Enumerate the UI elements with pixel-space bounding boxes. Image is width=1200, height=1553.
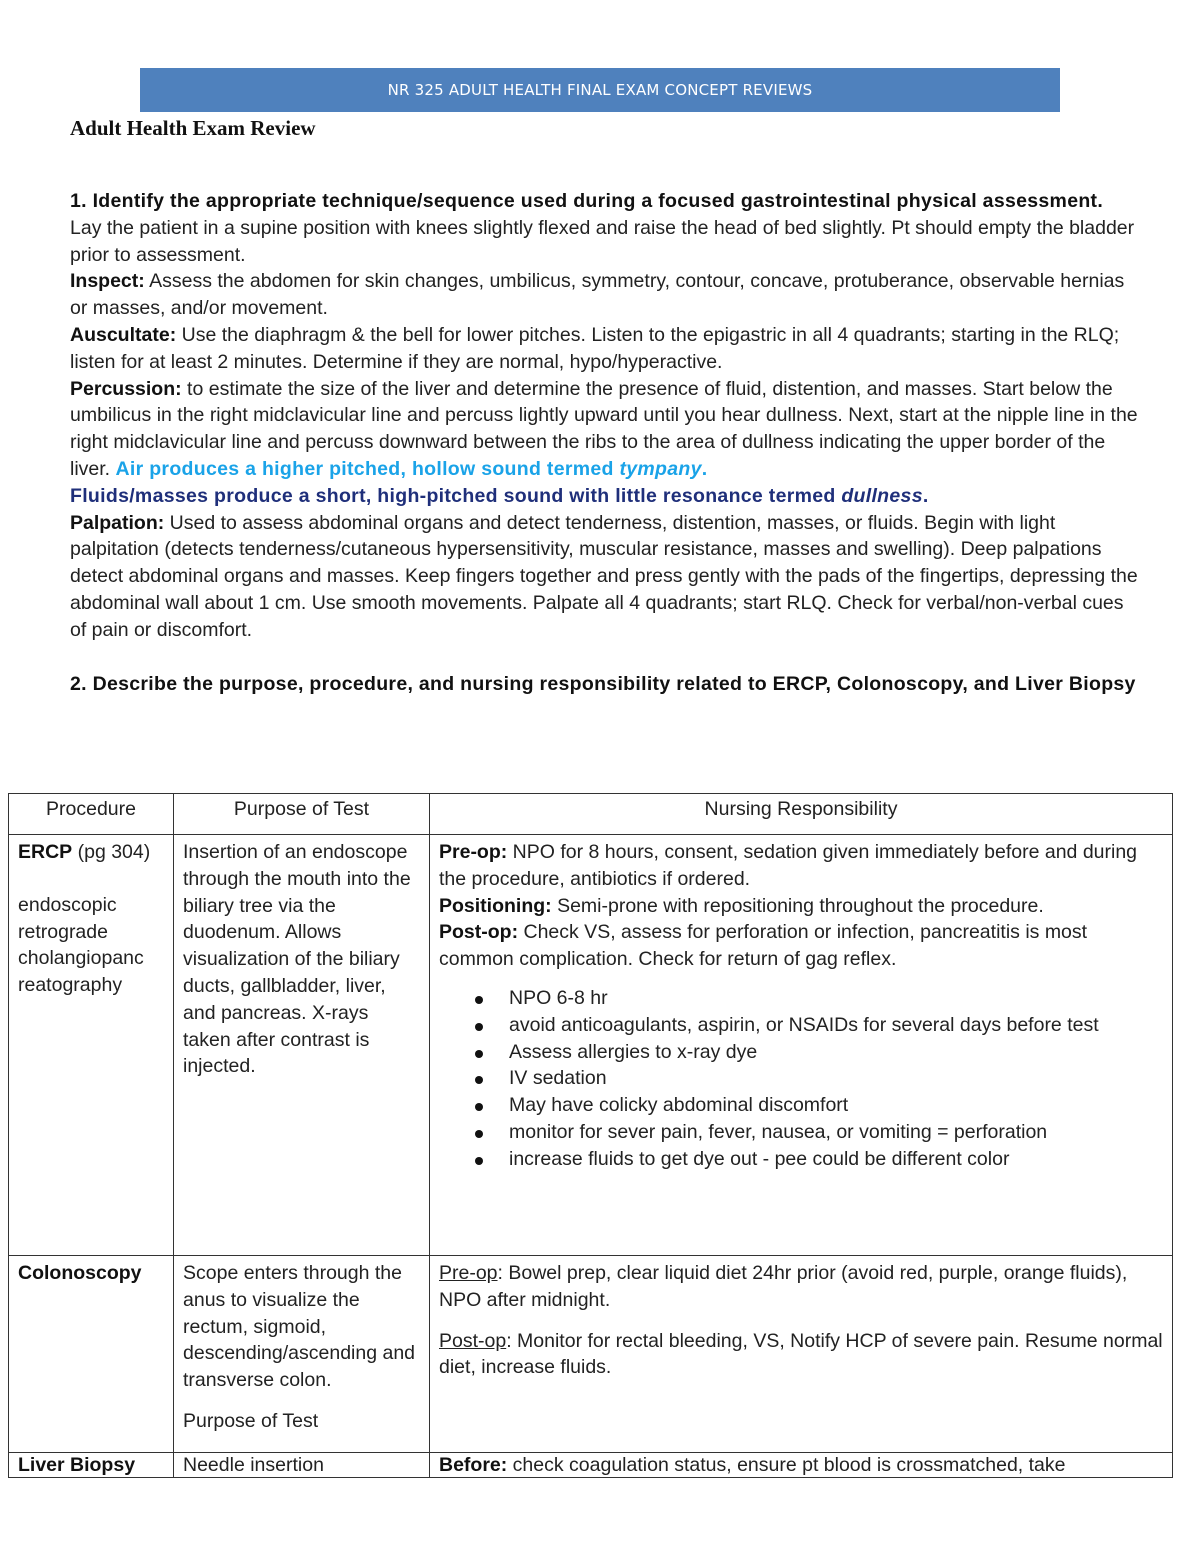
- colonoscopy-name: Colonoscopy: [18, 1262, 142, 1284]
- colonoscopy-postop-label: Post-op: [439, 1329, 507, 1352]
- liver-nursing-cell: [430, 1453, 1173, 1478]
- percussion-text: to estimate the size of the liver and determine the presence of fluid, distention, and masses. Start below the umbilicus in the right midclavicular line and percuss lightly upward until you hear dullness. Next, start at the nipple line in the right midclavicular line and percuss downward between the ribs to the area of dullness indicating the upper border of the liver.: [70, 377, 1138, 480]
- question-1-heading: 1. Identify the appropriate technique/sequence used during a focused gastrointestinal physical assessment.: [70, 190, 1104, 212]
- liver-before-text: check coagulation status, ensure pt blood is crossmatched, take: [507, 1454, 1066, 1476]
- ercp-positioning-text: Semi-prone with repositioning throughout the procedure.: [551, 894, 1044, 917]
- colonoscopy-preop-label: Pre-op: [439, 1262, 498, 1284]
- list-item: IV sedation: [509, 1065, 1164, 1092]
- liver-purpose-cell: [174, 1453, 430, 1478]
- ercp-procedure-cell: [9, 835, 174, 1256]
- auscultate-paragraph: [70, 322, 1140, 376]
- palpation-label: Palpation:: [70, 511, 165, 534]
- palpation-paragraph: [70, 510, 1140, 644]
- colonoscopy-purpose-cell: [174, 1256, 430, 1453]
- ercp-positioning-label: Positioning:: [439, 894, 552, 917]
- dullness-term: dullness: [841, 484, 923, 507]
- inspect-text: Assess the abdomen for skin changes, umbilicus, symmetry, contour, concave, protuberance, observable hernias or masses, and/or movement.: [70, 270, 1125, 320]
- list-item: monitor for sever pain, fever, nausea, or vomiting = perforation: [509, 1119, 1164, 1146]
- palpation-text: Used to assess abdominal organs and detect tenderness, distention, masses, or fluids. Begin with light palpitation (detects tenderness/cutaneous hypersensitivity, muscular resistance, masses and swelling). Deep palpations detect abdominal organs and masses. Keep fingers together and press gently with the pads of the fingertips, depressing the abdominal wall about 1 cm. Use smooth movements. Palpate all 4 quadrants; start RLQ. Check for verbal/non-verbal cues of pain or discomfort.: [70, 511, 1138, 641]
- ercp-purpose: Insertion of an endoscope through the mouth into the biliary tree via the duodenum. Allows visualization of the biliary ducts, gallbladder, liver, and pancreas. X-rays taken after contrast is injected.: [183, 841, 411, 1078]
- ercp-postop-text: Check VS, assess for perforation or infection, pancreatitis is most common complication. Check for return of gag reflex.: [439, 921, 1088, 971]
- document-title: Adult Health Exam Review: [70, 116, 316, 140]
- list-item: May have colicky abdominal discomfort: [509, 1092, 1164, 1119]
- inspect-paragraph: [70, 268, 1140, 322]
- percussion-label: Percussion:: [70, 377, 182, 400]
- list-item: increase fluids to get dye out - pee could be different color: [509, 1146, 1164, 1173]
- auscultate-label: Auscultate:: [70, 323, 177, 346]
- auscultate-text: Use the diaphragm & the bell for lower pitches. Listen to the epigastric in all 4 quadrants; starting in the RLQ; listen for at least 2 minutes. Determine if they are normal, hypo/hyperactive.: [70, 323, 1120, 373]
- ercp-page: (pg 304): [72, 841, 151, 863]
- question-2-heading: 2. Describe the purpose, procedure, and nursing responsibility related to ERCP, Colonoscopy, and Liver Biopsy: [70, 672, 1136, 695]
- list-item: avoid anticoagulants, aspirin, or NSAIDs for several days before test: [509, 1012, 1164, 1039]
- positioning-intro: Lay the patient in a supine position with knees slightly flexed and raise the head of bed slightly. Pt should empty the bladder prior to assessment.: [70, 216, 1135, 266]
- header-procedure: Procedure: [9, 794, 174, 835]
- list-item: NPO 6-8 hr: [509, 985, 1164, 1012]
- ercp-nursing-cell: [430, 835, 1173, 1256]
- table-row-colonoscopy: [9, 1256, 1173, 1453]
- colonoscopy-preop-text: : Bowel prep, clear liquid diet 24hr prior (avoid red, purple, orange fluids), NPO after midnight.: [439, 1262, 1128, 1311]
- ercp-preop-text: NPO for 8 hours, consent, sedation given immediately before and during the procedure, antibiotics if ordered.: [439, 841, 1138, 890]
- colonoscopy-postop-text: : Monitor for rectal bleeding, VS, Notify HCP of severe pain. Resume normal diet, increase fluids.: [439, 1329, 1163, 1379]
- header-banner: NR 325 ADULT HEALTH FINAL EXAM CONCEPT REVIEWS: [140, 68, 1060, 112]
- table-row-ercp: [9, 835, 1173, 1256]
- fluid-sound-end: .: [922, 484, 929, 507]
- header-purpose: Purpose of Test: [174, 794, 430, 835]
- liver-name: Liver Biopsy: [18, 1454, 136, 1476]
- list-item: Assess allergies to x-ray dye: [509, 1039, 1164, 1066]
- header-nursing: Nursing Responsibility: [430, 794, 1173, 835]
- ercp-purpose-cell: [174, 835, 430, 1256]
- question-1-section: [70, 188, 1140, 697]
- ercp-postop-label: Post-op:: [439, 921, 519, 944]
- inspect-label: Inspect:: [70, 270, 145, 293]
- table-header-row: [9, 794, 1173, 835]
- ercp-name: ERCP: [18, 841, 73, 863]
- tympany-term: tympany: [619, 457, 702, 480]
- liver-before-label: Before:: [439, 1454, 508, 1476]
- table-row-liver-biopsy: [9, 1453, 1173, 1478]
- colonoscopy-procedure-cell: [9, 1256, 174, 1453]
- liver-purpose: Needle insertion: [183, 1454, 324, 1476]
- air-sound-text: Air produces a higher pitched, hollow sound termed: [115, 457, 620, 480]
- colonoscopy-purpose-extra: Purpose of Test: [183, 1409, 319, 1432]
- colonoscopy-purpose: Scope enters through the anus to visualize the rectum, sigmoid, descending/ascending and transverse colon.: [183, 1262, 416, 1392]
- procedures-table: [8, 793, 1173, 1478]
- ercp-bullet-list: [439, 985, 1164, 1173]
- ercp-preop-label: Pre-op:: [439, 841, 508, 863]
- fluid-sound-text: Fluids/masses produce a short, high-pitched sound with little resonance termed: [70, 484, 842, 507]
- ercp-full-name: endoscopic retrograde cholangiopanc reatography: [18, 893, 144, 997]
- colonoscopy-nursing-cell: [430, 1256, 1173, 1453]
- percussion-paragraph: [70, 376, 1140, 510]
- air-sound-end: .: [701, 457, 708, 480]
- liver-procedure-cell: [9, 1453, 174, 1478]
